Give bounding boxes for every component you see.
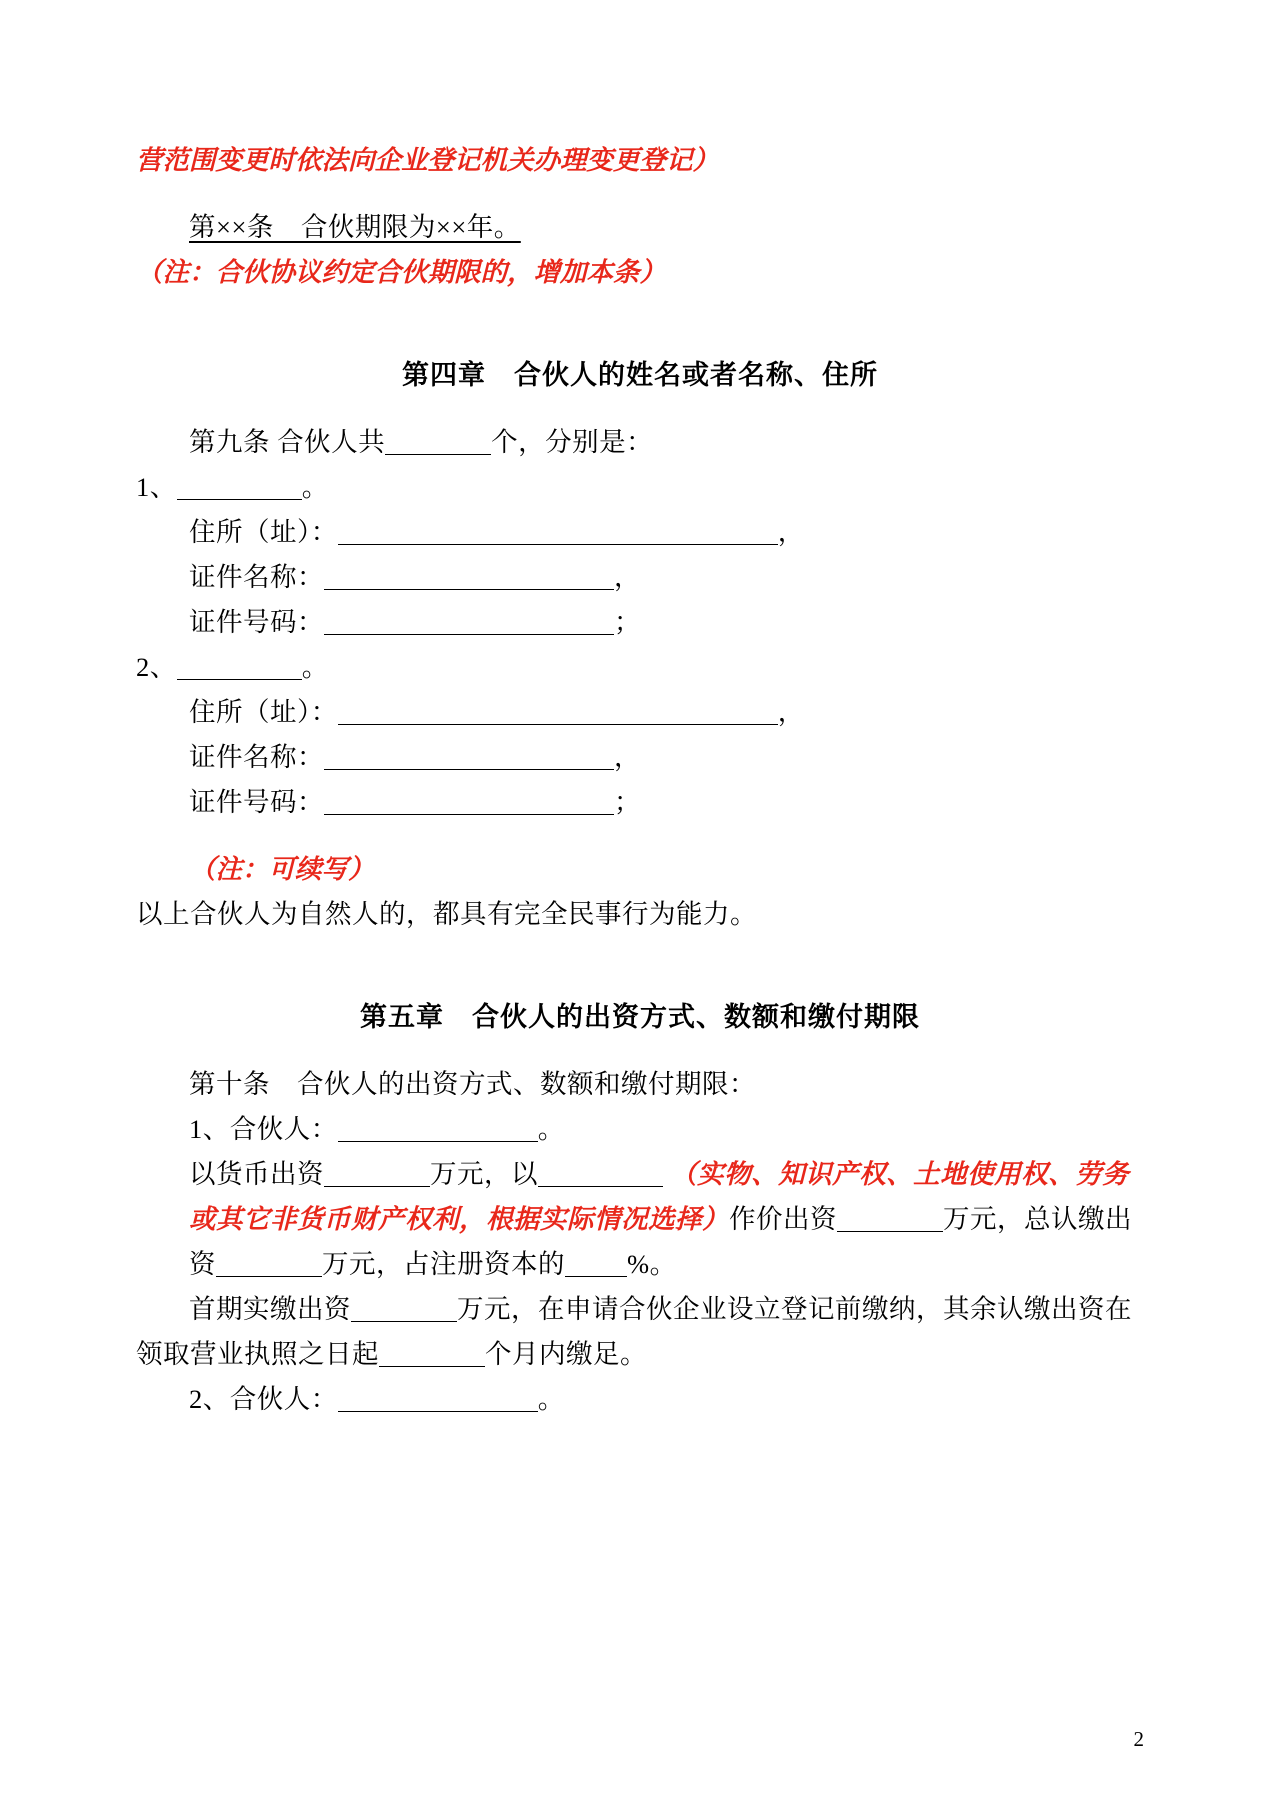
partner-2-address-label: 住所（址）： <box>189 697 338 727</box>
chapter5-partner-2-suffix: 。 <box>537 1384 565 1414</box>
partner-2-cert-name-suffix: ， <box>614 742 641 772</box>
capital-percent-blank[interactable] <box>565 1256 627 1277</box>
clause-term-note: （注：合伙协议约定合伙期限的，增加本条） <box>136 257 666 287</box>
partner-1-cert-no-blank[interactable] <box>324 614 614 635</box>
continuation-allowed-note: （注：可续写） <box>189 854 375 884</box>
contribution-seg5: 总认缴出资 <box>189 1204 1132 1279</box>
contribution-seg2: 万元，以 <box>430 1159 538 1189</box>
contribution-seg1: 以货币出资 <box>189 1159 324 1189</box>
contribution-red-note: （实物、知识产权、土地使用权、劳务或其它非货币财产权利，根据实际情况选择） <box>189 1159 1130 1234</box>
first-payment-seg3: 缴出资在领取营业执照之日起 <box>136 1294 1132 1369</box>
partner-2-address-line <box>136 690 1144 735</box>
partner-2-cert-no-suffix: ； <box>614 787 641 817</box>
total-subscribed-blank[interactable] <box>216 1256 322 1277</box>
chapter5-partner-2-label: 2、合伙人： <box>189 1384 338 1414</box>
partner-1-address-suffix: ， <box>777 517 805 547</box>
chapter5-partner-1-suffix: 。 <box>537 1114 565 1144</box>
partner-2-cert-name-line <box>136 735 1144 780</box>
partner-1-cert-name-label: 证件名称： <box>189 562 324 592</box>
partner-1-address-blank[interactable] <box>338 524 778 545</box>
chapter5-partner-1-blank[interactable] <box>338 1121 538 1142</box>
partner-1-cert-name-blank[interactable] <box>324 569 614 590</box>
page-content <box>136 138 1144 1422</box>
partner-1-name-line <box>136 465 1144 510</box>
partner-2-name-line <box>136 645 1144 690</box>
spacer <box>136 398 1144 420</box>
partner-2-cert-no-line <box>136 780 1144 825</box>
article9-suffix: 个，分别是： <box>491 427 654 457</box>
noncash-type-blank[interactable] <box>538 1166 663 1187</box>
contribution-seg7: %。 <box>627 1249 677 1279</box>
spacer <box>136 1040 1144 1062</box>
noncash-amount-blank[interactable] <box>837 1211 943 1232</box>
first-payment-seg2: 万元，在申请合伙企业设立登记前缴纳，其余认 <box>457 1294 1024 1324</box>
partner-2-address-suffix: ， <box>777 697 805 727</box>
partner-1-index: 1、 <box>136 472 177 502</box>
chapter5-partner-1-line <box>136 1107 1144 1152</box>
first-payment-amount-blank[interactable] <box>351 1301 457 1322</box>
first-payment-seg1: 首期实缴出资 <box>189 1294 351 1324</box>
spacer <box>136 295 1144 353</box>
partner-2-index: 2、 <box>136 652 177 682</box>
capacity-statement: 以上合伙人为自然人的，都具有完全民事行为能力。 <box>136 899 757 929</box>
clause-term-line <box>136 205 1144 250</box>
first-payment-paragraph <box>136 1287 1144 1377</box>
chapter5-partner-2-blank[interactable] <box>338 1391 538 1412</box>
article9-prefix: 第九条 合伙人共 <box>189 427 386 457</box>
partner-2-cert-name-blank[interactable] <box>324 749 614 770</box>
contribution-seg4: 万元， <box>943 1204 1024 1234</box>
spacer <box>136 183 1144 205</box>
contribution-seg6: 万元，占注册资本的 <box>322 1249 565 1279</box>
article9-line <box>136 420 1144 465</box>
chapter5-heading: 第五章 合伙人的出资方式、数额和缴付期限 <box>360 1002 920 1032</box>
partner-1-cert-no-suffix: ； <box>614 607 641 637</box>
cash-amount-blank[interactable] <box>324 1166 430 1187</box>
payment-months-blank[interactable] <box>379 1346 485 1367</box>
chapter4-heading: 第四章 合伙人的姓名或者名称、住所 <box>402 360 878 390</box>
article10-line: 第十条 合伙人的出资方式、数额和缴付期限： <box>189 1069 756 1099</box>
partner-1-address-label: 住所（址）： <box>189 517 338 547</box>
partner-1-cert-no-label: 证件号码： <box>189 607 324 637</box>
partner-1-cert-name-line <box>136 555 1144 600</box>
spacer <box>136 937 1144 995</box>
clause-term-text: 第××条 合伙期限为××年。 <box>189 212 521 242</box>
partner-count-blank[interactable] <box>385 434 491 455</box>
partner-2-name-suffix: 。 <box>301 652 329 682</box>
partner-2-name-blank[interactable] <box>177 659 302 680</box>
contribution-paragraph <box>136 1152 1144 1287</box>
first-payment-seg4: 个月内缴足。 <box>485 1339 647 1369</box>
chapter5-partner-1-label: 1、合伙人： <box>189 1114 338 1144</box>
page-number: 2 <box>1133 1727 1144 1751</box>
partner-2-cert-no-blank[interactable] <box>324 794 614 815</box>
contribution-seg3: 作价出资 <box>729 1204 837 1234</box>
partner-1-name-blank[interactable] <box>177 479 302 500</box>
partner-1-address-line <box>136 510 1144 555</box>
chapter5-partner-2-line <box>136 1377 1144 1422</box>
red-continuation-note: 营范围变更时依法向企业登记机关办理变更登记） <box>136 145 719 175</box>
partner-1-cert-no-line <box>136 600 1144 645</box>
spacer <box>136 825 1144 847</box>
partner-1-name-suffix: 。 <box>301 472 329 502</box>
partner-2-cert-name-label: 证件名称： <box>189 742 324 772</box>
partner-1-cert-name-suffix: ， <box>614 562 641 592</box>
partner-2-cert-no-label: 证件号码： <box>189 787 324 817</box>
partner-2-address-blank[interactable] <box>338 704 778 725</box>
